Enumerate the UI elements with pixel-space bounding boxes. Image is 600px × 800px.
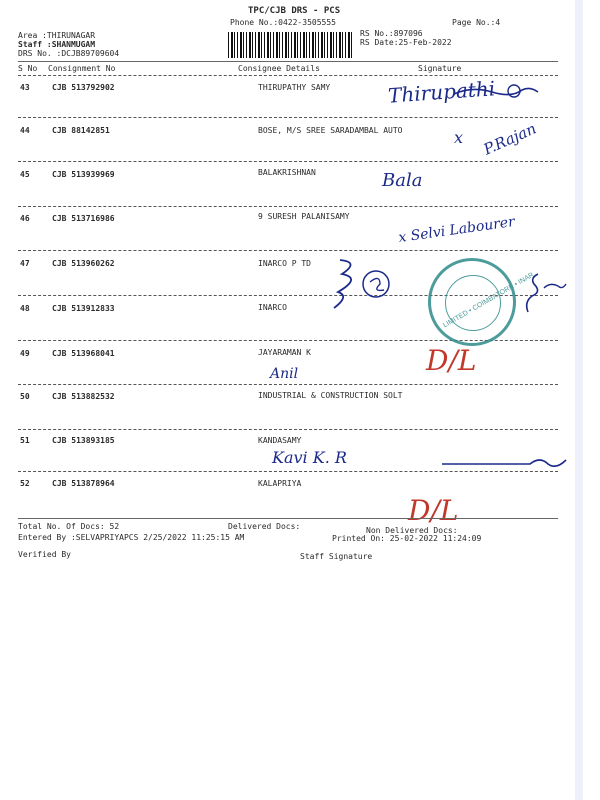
staff-signature: Staff Signature [300, 552, 373, 561]
row-no: 45 [20, 170, 30, 179]
company-stamp [428, 258, 536, 346]
total-docs: Total No. Of Docs: 52 [18, 522, 120, 531]
consignment-no: CJB 513716986 [52, 214, 115, 223]
consignment-no: CJB 513792902 [52, 83, 115, 92]
consignment-no: CJB 513968041 [52, 349, 115, 358]
row-divider [18, 117, 558, 118]
footer-divider [18, 518, 558, 519]
page-number: Page No.:4 [452, 18, 501, 27]
entered-by: Entered By :SELVAPRIYAPCS 2/25/2022 11:25:15 AM [18, 533, 245, 542]
consignee-name: JAYARAMAN K [258, 348, 311, 357]
col-consignee: Consignee Details [238, 64, 320, 73]
barcode [228, 32, 352, 58]
row-divider [18, 161, 558, 162]
stamp-text: LIMITED • COIMBATORE • INAR [442, 271, 536, 330]
rs-number: RS No.:897096 [360, 29, 423, 38]
signature-x-44: x [454, 128, 464, 147]
verified-by: Verified By [18, 550, 71, 559]
row-no: 48 [20, 304, 30, 313]
row-no: 44 [20, 126, 30, 135]
row-divider [18, 384, 558, 385]
row-divider [18, 429, 558, 430]
staff-label: Staff :SHANMUGAM [18, 40, 96, 49]
signature-row-45: Bala [382, 170, 423, 191]
row-no: 43 [20, 83, 30, 92]
consignment-no: CJB 513878964 [52, 479, 115, 488]
col-consignment: Consignment No [48, 64, 116, 73]
consignment-no: CJB 513912833 [52, 304, 115, 313]
row-no: 51 [20, 436, 30, 445]
row-divider [18, 206, 558, 207]
consignee-name: BALAKRISHNAN [258, 168, 316, 177]
consignee-name: KANDASAMY [258, 436, 302, 445]
consignment-no: CJB 513882532 [52, 392, 115, 401]
area-label: Area :THIRUNAGAR [18, 31, 96, 40]
consignee-name: BOSE, M/S SREE SARADAMBAL AUTO [258, 126, 403, 135]
consignee-name: INARCO P TD [258, 259, 311, 268]
signature-scribble-47 [320, 252, 410, 312]
consignee-name: 9 SURESH PALANISAMY [258, 212, 350, 221]
dl-annotation: D/L [426, 344, 477, 377]
dl-annotation: D/L [408, 494, 459, 527]
column-divider [18, 75, 558, 76]
signature-row-51: Kavi K. R [272, 448, 347, 467]
row-divider [18, 250, 558, 251]
consignee-name: INARCO [258, 303, 287, 312]
consignment-no: CJB 513939969 [52, 170, 115, 179]
drs-number: DRS No. :DCJB89709604 [18, 49, 120, 58]
col-signature: Signature [418, 64, 462, 73]
consignment-no: CJB 513960262 [52, 259, 115, 268]
row-no: 46 [20, 214, 30, 223]
row-no: 50 [20, 392, 30, 401]
signature-scribble-48 [520, 262, 570, 322]
row-no: 52 [20, 479, 30, 488]
phone-number: Phone No.:0422-3505555 [230, 18, 336, 27]
row-no: 49 [20, 349, 30, 358]
signature-scribble-43 [452, 82, 542, 102]
non-delivered-docs: Non Delivered Docs: [366, 526, 458, 535]
report-title: TPC/CJB DRS - PCS [248, 6, 341, 16]
signature-row-43: Thirupathi [387, 76, 496, 108]
col-sno: S No [18, 64, 38, 73]
signature-scribble-51 [440, 450, 570, 474]
consignment-no: CJB 88142851 [52, 126, 110, 135]
consignee-name: KALAPRIYA [258, 479, 302, 488]
row-no: 47 [20, 259, 30, 268]
signature-row-44: P.Rajan [480, 119, 539, 159]
signature-row-46: x Selvi Labourer [397, 213, 516, 247]
header-divider [18, 61, 558, 62]
consignee-name: INDUSTRIAL & CONSTRUCTION SOLT [258, 391, 403, 400]
rs-date: RS Date:25-Feb-2022 [360, 38, 452, 47]
printed-on: Printed On: 25-02-2022 11:24:09 [332, 534, 482, 543]
consignment-no: CJB 513893185 [52, 436, 115, 445]
delivered-docs: Delivered Docs: [228, 522, 301, 531]
consignee-name: THIRUPATHY SAMY [258, 83, 331, 92]
signature-row-49: Anil [270, 366, 299, 382]
